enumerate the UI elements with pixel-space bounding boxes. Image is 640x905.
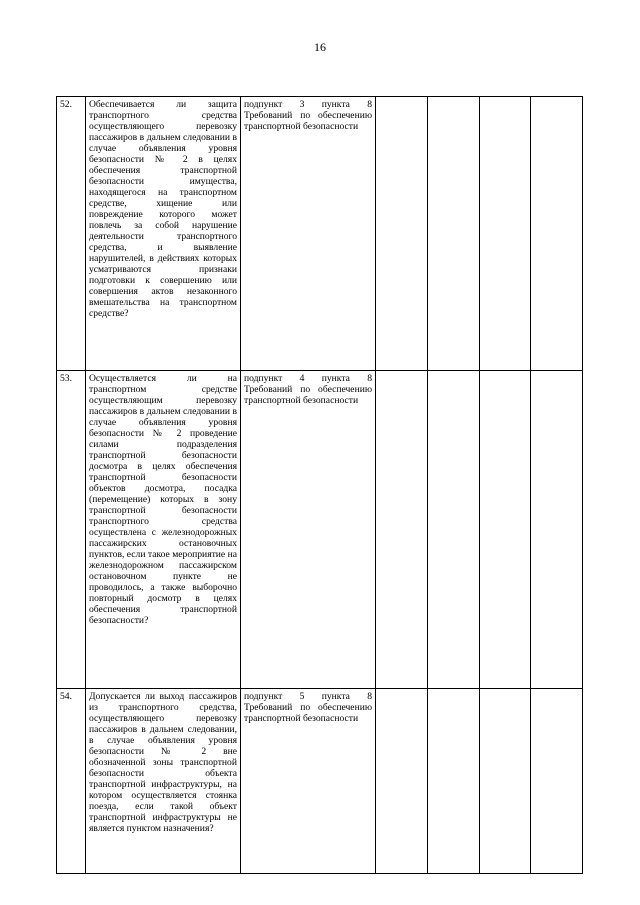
empty-cell <box>376 689 428 874</box>
question-text: Обеспечивается ли защита транспортного средства осуществляющего перевозку пассажиров в дальнем следовании в случае объявления уровня безопасности № 2 в целях обеспечения транспортной безопасности имущества, находящегося на транспортном средстве, хищение или повреждение которого может повлечь за собой нарушение деятельности транспортного средства, и выявление нарушителей, в действиях которых усматриваются признаки подготовки к совершению или совершения актов незаконного вмешательства на транспортном средстве? <box>86 97 241 371</box>
empty-cell <box>531 371 583 689</box>
requirement-reference: подпункт 3 пункта 8 Требований по обеспечению транспортной безопасности <box>241 97 376 371</box>
empty-cell <box>376 371 428 689</box>
empty-cell <box>531 689 583 874</box>
empty-cell <box>427 371 479 689</box>
row-number: 53. <box>57 371 86 689</box>
empty-cell <box>479 371 531 689</box>
table-row <box>57 689 583 874</box>
question-text: Осуществляется ли на транспортном средстве осуществляющим перевозку пассажиров в дальнем следовании в случае объявления уровня безопасности № 2 проведение силами подразделения транспортной безопасности досмотра в целях обеспечения транспортной безопасности объектов досмотра, посадка (перемещение) которых в зону транспортной безопасности транспортного средства осуществлена с железнодорожных пассажирских остановочных пунктов, если такое мероприятие на железнодорожном пассажирском остановочном пункте не проводилось, а также выборочно повторный досмотр в целях обеспечения транспортной безопасности? <box>86 371 241 689</box>
row-number: 52. <box>57 97 86 371</box>
checklist-table <box>56 96 583 874</box>
question-text: Допускается ли выход пассажиров из транспортного средства, осуществляющего перевозку пассажиров в дальнем следовании, в случае объявления уровня безопасности № 2 вне обозначенной зоны транспортной безопасности объекта транспортной инфраструктуры, на котором осуществляется стоянка поезда, если такой объект транспортной инфраструктуры не является пунктом назначения? <box>86 689 241 874</box>
row-number: 54. <box>57 689 86 874</box>
empty-cell <box>376 97 428 371</box>
empty-cell <box>479 689 531 874</box>
requirement-reference: подпункт 5 пункта 8 Требований по обеспечению транспортной безопасности <box>241 689 376 874</box>
empty-cell <box>427 689 479 874</box>
empty-cell <box>427 97 479 371</box>
empty-cell <box>531 97 583 371</box>
requirement-reference: подпункт 4 пункта 8 Требований по обеспечению транспортной безопасности <box>241 371 376 689</box>
empty-cell <box>479 97 531 371</box>
table-row <box>57 371 583 689</box>
table-row <box>57 97 583 371</box>
page-number: 16 <box>314 40 326 54</box>
